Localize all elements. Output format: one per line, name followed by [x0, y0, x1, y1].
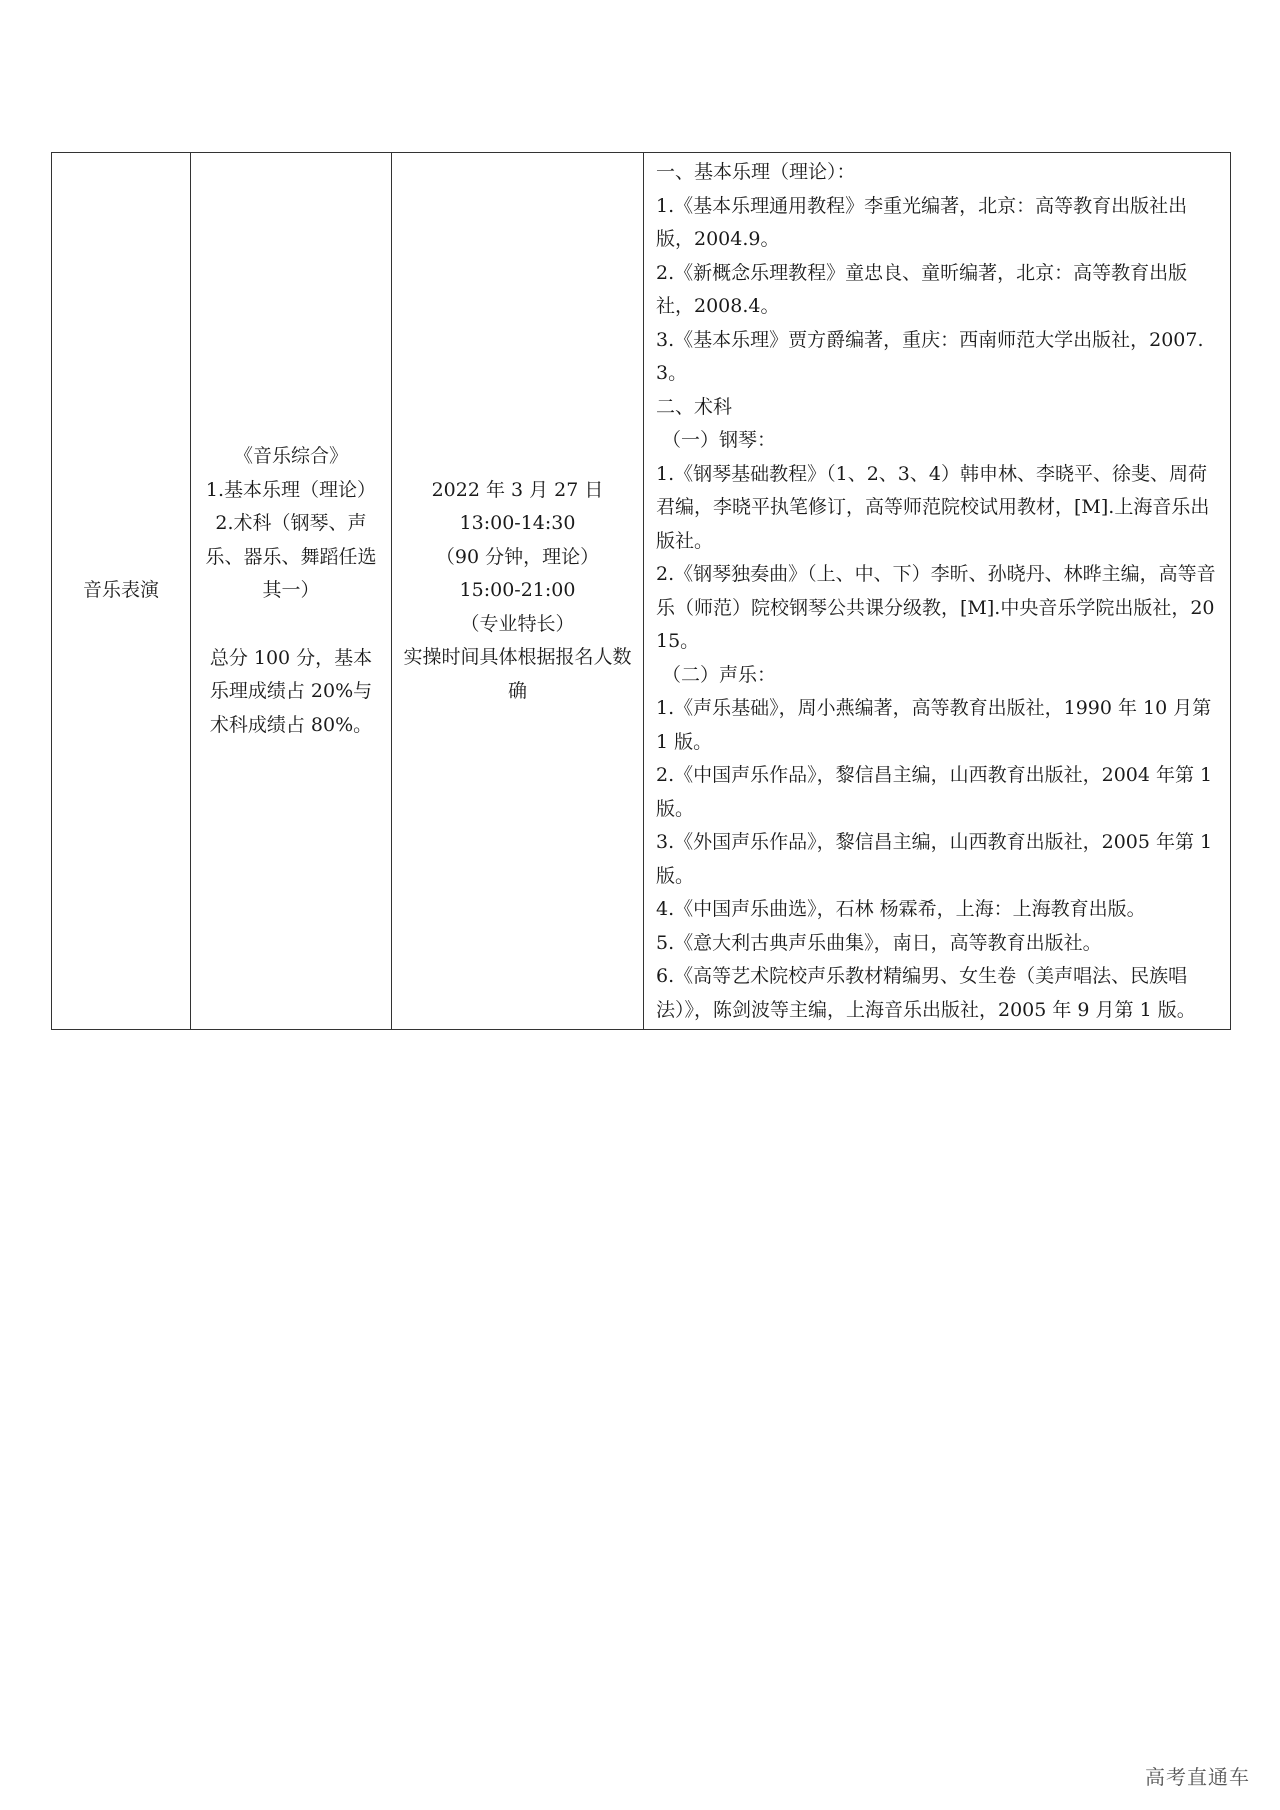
- reference-item: 4.《中国声乐曲选》，石林 杨霖希，上海：上海教育出版。: [656, 898, 1146, 920]
- reference-item: 3.《基本乐理》贾方爵编著，重庆：西南师范大学出版社，2007.3。: [656, 328, 1204, 384]
- reference-item: 3.《外国声乐作品》，黎信昌主编，山西教育出版社，2005 年第 1 版。: [656, 831, 1213, 887]
- subject-item-theory: 1.基本乐理（理论）: [205, 478, 377, 501]
- subject-title: 《音乐综合》: [233, 445, 348, 467]
- exam-date: 2022 年 3 月 27 日: [431, 478, 604, 501]
- subject-item-skill: 2.术科（钢琴、声乐、器乐、舞蹈任选其一）: [205, 512, 377, 601]
- time-cell: [392, 153, 644, 1030]
- reference-section-heading: 二、术科: [656, 395, 733, 418]
- exam-info-table: [51, 152, 1231, 1030]
- table-row: [52, 153, 1231, 1030]
- reference-item: 1.《基本乐理通用教程》李重光编著，北京：高等教育出版社出版，2004.9。: [656, 194, 1188, 250]
- reference-item: 1.《钢琴基础教程》（1、2、3、4）韩申林、李晓平、徐斐、周荷君编，李晓平执笔修订，高等师范院校试用教材，[M].上海音乐出版社。: [656, 462, 1210, 552]
- practical-label: （专业特长）: [460, 612, 575, 635]
- reference-subsection-heading: （二）声乐：: [662, 663, 777, 686]
- reference-subsection-heading: （一）钢琴：: [662, 429, 777, 451]
- reference-section-heading: 一、基本乐理（理论）：: [656, 161, 856, 183]
- reference-item: 6.《高等艺术院校声乐教材精编男、女生卷（美声唱法、民族唱法）》，陈剑波等主编，上海音乐出版社，2005 年 9 月第 1 版。: [656, 965, 1196, 1021]
- major-name: 音乐表演: [82, 579, 159, 602]
- reference-item: 1.《声乐基础》，周小燕编著，高等教育出版社，1990 年 10 月第 1 版。: [656, 697, 1212, 753]
- practical-time: 15:00-21:00: [459, 579, 576, 602]
- theory-time: 13:00-14:30: [459, 512, 576, 535]
- watermark-logo: 高考直通车: [1145, 1765, 1250, 1789]
- reference-item: 2.《钢琴独奏曲》（上、中、下）李昕、孙晓丹、林晔主编，高等音乐（师范）院校钢琴公共课分级教，[M].中央音乐学院出版社，2015。: [656, 563, 1216, 652]
- theory-duration: （90 分钟，理论）: [435, 545, 600, 568]
- subject-cell: [191, 153, 392, 1030]
- references-cell: [644, 153, 1231, 1030]
- reference-item: 2.《新概念乐理教程》童忠良、童昕编著，北京：高等教育出版社，2008.4。: [656, 261, 1188, 317]
- major-cell: [52, 153, 191, 1030]
- reference-item: 2.《中国声乐作品》，黎信昌主编，山西教育出版社，2004 年第 1 版。: [656, 764, 1213, 820]
- score-note: 总分 100 分，基本乐理成绩占 20%与术科成绩占 80%。: [209, 646, 373, 736]
- practical-note: 实操时间具体根据报名人数确: [403, 646, 632, 702]
- reference-item: 5.《意大利古典声乐曲集》，南日，高等教育出版社。: [656, 931, 1102, 954]
